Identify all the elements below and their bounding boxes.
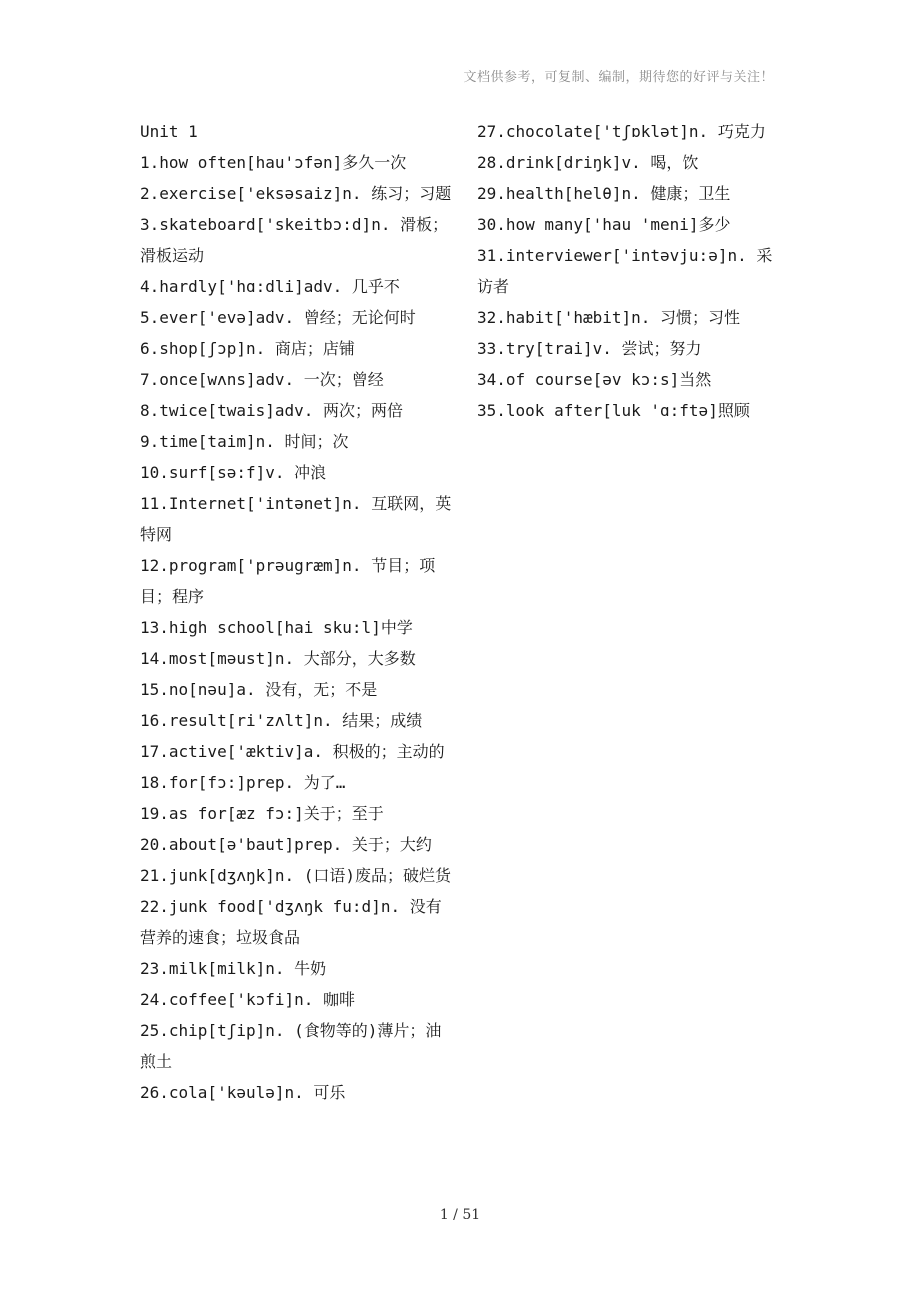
- vocab-entry: 12.program['prəugræm]n. 节目；项目；程序: [140, 556, 436, 606]
- left-column: [140, 116, 452, 1108]
- unit-title: Unit 1: [140, 122, 198, 141]
- right-column: [477, 116, 777, 426]
- vocab-entry: 13.high school[hai sku:l]中学: [140, 618, 413, 637]
- vocab-entry: 6.shop[ʃɔp]n. 商店；店铺: [140, 339, 355, 358]
- vocab-entry: 35.look after[luk 'ɑ:ftə]照顾: [477, 401, 750, 420]
- vocab-entry: 26.cola['kəulə]n. 可乐: [140, 1083, 346, 1102]
- vocab-entry: 32.habit['hæbit]n. 习惯；习性: [477, 308, 741, 327]
- vocab-entry: 21.junk[dʒʌŋk]n. (口语)废品；破烂货: [140, 866, 452, 885]
- vocab-entry: 11.Internet['intənet]n. 互联网，英特网: [140, 494, 452, 544]
- vocab-entry: 18.for[fɔ:]prep. 为了…: [140, 773, 346, 792]
- vocab-entry: 22.junk food['dʒʌŋk fu:d]n. 没有营养的速食；垃圾食品: [140, 897, 442, 947]
- vocab-entry: 25.chip[tʃip]n. (食物等的)薄片；油煎土: [140, 1021, 442, 1071]
- vocab-entry: 29.health[helθ]n. 健康；卫生: [477, 184, 731, 203]
- vocab-entry: 17.active['æktiv]a. 积极的；主动的: [140, 742, 445, 761]
- vocab-entry: 23.milk[milk]n. 牛奶: [140, 959, 327, 978]
- vocab-entry: 4.hardly['hɑ:dli]adv. 几乎不: [140, 277, 400, 296]
- vocab-entry: 14.most[məust]n. 大部分，大多数: [140, 649, 416, 668]
- vocab-entry: 8.twice[twais]adv. 两次；两倍: [140, 401, 404, 420]
- vocab-entry: 31.interviewer['intəvju:ə]n. 采访者: [477, 246, 773, 296]
- vocab-entry: 30.how many['hau 'meni]多少: [477, 215, 731, 234]
- vocab-entry: 33.try[trai]v. 尝试；努力: [477, 339, 702, 358]
- vocab-entry: 9.time[taim]n. 时间；次: [140, 432, 349, 451]
- vocab-entry: 27.chocolate['tʃɒklət]n. 巧克力: [477, 122, 766, 141]
- page-number: 1 / 51: [439, 1207, 481, 1223]
- vocab-entry: 16.result[ri'zʌlt]n. 结果；成绩: [140, 711, 423, 730]
- vocab-entry: 10.surf[sə:f]v. 冲浪: [140, 463, 327, 482]
- vocab-entry: 1.how often[hau'ɔfən]多久一次: [140, 153, 407, 172]
- vocab-entry: 5.ever['evə]adv. 曾经；无论何时: [140, 308, 416, 327]
- vocab-entry: 28.drink[driŋk]v. 喝，饮: [477, 153, 699, 172]
- vocab-entry: 24.coffee['kɔfi]n. 咖啡: [140, 990, 356, 1009]
- vocab-entry: 19.as for[æz fɔ:]关于；至于: [140, 804, 384, 823]
- header-note: 文档供参考，可复制、编制，期待您的好评与关注！: [463, 70, 774, 85]
- vocab-entry: 20.about[ə'baut]prep. 关于；大约: [140, 835, 432, 854]
- vocab-entry: 7.once[wʌns]adv. 一次；曾经: [140, 370, 384, 389]
- vocab-entry: 15.no[nəu]a. 没有，无；不是: [140, 680, 378, 699]
- vocab-entry: 34.of course[əv kɔ:s]当然: [477, 370, 712, 389]
- vocab-entry: 2.exercise['eksəsaiz]n. 练习；习题 3.skateboard['skeitbɔ:d]n. 滑板；滑板运动: [140, 184, 452, 265]
